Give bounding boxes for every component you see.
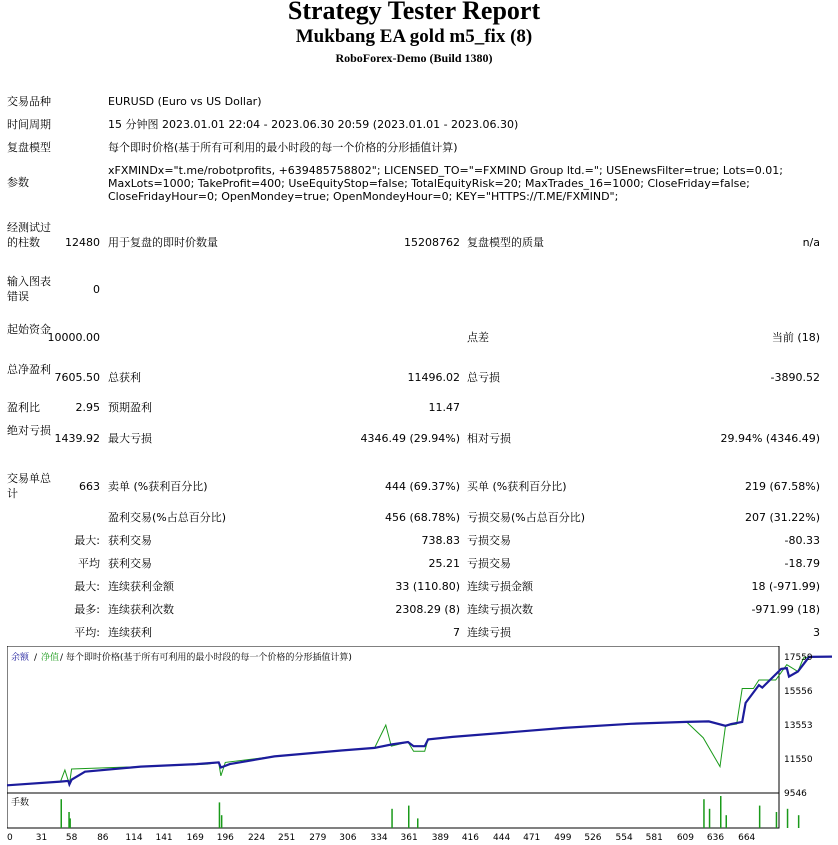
volume-bar — [408, 806, 410, 828]
volume-bar — [720, 796, 722, 828]
gross-profit-label: 总获利 — [108, 371, 141, 384]
gross-profit-value: 11496.02 — [407, 371, 460, 384]
bars-label: 经测试过的柱数 — [7, 221, 51, 249]
volume-bar — [703, 799, 705, 828]
period-value: 15 分钟图 2023.01.01 22:04 - 2023.06.30 20:59 (2023.01.01 - 2023.06.30) — [108, 118, 519, 131]
net-profit-label: 总净盈利 — [7, 363, 51, 376]
absolute-drawdown-value: 1439.92 — [54, 432, 100, 445]
balance-chart — [7, 646, 832, 843]
bars-value: 12480 — [65, 236, 100, 249]
model-label: 复盘模型 — [7, 141, 51, 154]
x-tick-label: 306 — [339, 833, 357, 843]
errors-value: 0 — [93, 283, 100, 296]
total-trades-label: 交易单总计 — [7, 472, 51, 500]
x-tick-label: 169 — [186, 833, 204, 843]
x-tick-label: 224 — [247, 833, 266, 843]
y-tick-label: 13553 — [784, 720, 813, 731]
symbol-value: EURUSD (Euro vs US Dollar) — [108, 95, 262, 108]
deposit-value: 10000.00 — [47, 331, 100, 344]
absolute-drawdown-label: 绝对亏损 — [7, 424, 51, 437]
period-label: 时间周期 — [7, 118, 51, 131]
loss-trades-value: 207 (31.22%) — [744, 511, 820, 524]
largest-label: 最大: — [74, 534, 100, 547]
average-profit-value: 25.21 — [428, 557, 460, 570]
x-tick-label: 334 — [370, 833, 388, 843]
params-label: 参数 — [7, 176, 29, 189]
main-plot-frame — [7, 646, 779, 793]
largest-loss-label: 亏损交易 — [467, 534, 511, 547]
max-consec-wins-money-value: 33 (110.80) — [395, 580, 460, 593]
avg-consec-loss-label: 连续亏损 — [467, 626, 511, 639]
volume-bar — [776, 812, 778, 828]
max-drawdown-value: 4346.49 (29.94%) — [360, 432, 460, 445]
x-tick-label: 471 — [523, 833, 541, 843]
total-trades-value: 663 — [79, 480, 100, 493]
legend-separator: / — [34, 653, 38, 663]
x-tick-label: 196 — [216, 833, 234, 843]
volume-bar — [709, 809, 711, 828]
x-tick-label: 664 — [738, 833, 756, 843]
volume-bar — [219, 802, 221, 828]
x-tick-label: 114 — [125, 833, 143, 843]
profit-trades-label: 盈利交易(%占总百分比) — [108, 511, 227, 524]
model-value: 每个即时价格(基于所有可利用的最小时段的每一个价格的分形插值计算) — [108, 141, 458, 154]
gross-loss-label: 总亏损 — [467, 371, 500, 384]
volume-label: 手数 — [11, 798, 30, 808]
average2-label: 平均: — [74, 626, 100, 639]
x-tick-label: 141 — [155, 833, 173, 843]
average-loss-value: -18.79 — [784, 557, 820, 570]
expected-payoff-value: 11.47 — [428, 401, 460, 414]
max-consec-wins-count-value: 2308.29 (8) — [395, 603, 460, 616]
y-tick-label: 9546 — [784, 789, 807, 799]
volume-bar — [726, 815, 728, 828]
max-consec-wins-count-label: 连续获利次数 — [108, 603, 174, 616]
quality-label: 复盘模型的质量 — [467, 236, 544, 249]
largest-profit-value: 738.83 — [421, 534, 460, 547]
ticks-value: 15208762 — [404, 236, 460, 249]
volume-plot-frame — [7, 793, 779, 828]
short-positions-value: 444 (69.37%) — [384, 480, 460, 493]
report-subtitle: Mukbang EA gold m5_fix (8) — [295, 26, 533, 47]
relative-drawdown-label: 相对亏损 — [467, 432, 511, 445]
x-tick-label: 279 — [309, 833, 327, 843]
most-label: 最多: — [74, 603, 100, 616]
long-positions-label: 买单 (%获利百分比) — [467, 480, 567, 493]
max-consec-wins-money-label: 连续获利金额 — [108, 580, 174, 593]
x-tick-label: 31 — [35, 833, 48, 843]
spread-label: 点差 — [467, 331, 489, 344]
profit-factor-value: 2.95 — [75, 401, 100, 414]
x-tick-label: 581 — [645, 833, 663, 843]
volume-bar — [798, 815, 800, 828]
report-title: Strategy Tester Report — [287, 0, 541, 25]
ticks-label: 用于复盘的即时价数量 — [108, 236, 218, 249]
y-tick-label: 11550 — [784, 754, 813, 765]
spread-value: 当前 (18) — [771, 331, 820, 344]
volume-bar — [69, 818, 71, 828]
x-tick-label: 416 — [461, 833, 480, 843]
x-tick-label: 0 — [7, 833, 13, 843]
long-positions-value: 219 (67.58%) — [744, 480, 820, 493]
profit-factor-label: 盈利比 — [7, 401, 40, 414]
average-label: 平均 — [78, 557, 100, 570]
expected-payoff-label: 预期盈利 — [108, 401, 152, 414]
volume-bar — [417, 818, 419, 828]
average-loss-label: 亏损交易 — [467, 557, 511, 570]
x-tick-label: 499 — [554, 833, 572, 843]
volume-bar — [221, 815, 223, 828]
volume-bar — [759, 806, 761, 828]
x-tick-label: 361 — [400, 833, 418, 843]
maximum-label: 最大: — [74, 580, 100, 593]
avg-consec-loss-value: 3 — [813, 626, 820, 639]
legend-equity: 净值 — [41, 653, 60, 663]
short-positions-label: 卖单 (%获利百分比) — [108, 480, 208, 493]
quality-value: n/a — [802, 236, 820, 249]
x-tick-label: 526 — [584, 833, 602, 843]
max-consec-loss-count-value: -971.99 (18) — [751, 603, 820, 616]
x-tick-label: 389 — [431, 833, 449, 843]
max-consec-loss-money-value: 18 (-971.99) — [751, 580, 820, 593]
errors-label: 输入图表错误 — [7, 275, 51, 303]
y-tick-label: 17559 — [784, 652, 813, 663]
params-value: xFXMINDx="t.me/robotprofits, +639485758802"; LICENSED_TO="=FXMIND Group ltd.="; USEnewsFilter=true; Lots=0.01; MaxLots=1000; TakeProfit=400; UseEquityStop=false; TotalEquityRisk=20; MaxTrades_16=1000; CloseFriday=false; CloseFridayHour=0; OpenMondey=true; OpenMondeyHour=0; KEY="HTTPS://T.ME/FXMIND"; — [108, 164, 783, 203]
loss-trades-label: 亏损交易(%占总百分比) — [467, 511, 586, 524]
x-tick-label: 58 — [65, 833, 78, 843]
max-consec-loss-money-label: 连续亏损金额 — [467, 580, 533, 593]
symbol-label: 交易品种 — [7, 95, 51, 108]
y-tick-label: 15556 — [784, 686, 813, 697]
volume-bar — [61, 799, 63, 828]
legend-balance: 余额 — [11, 653, 30, 663]
avg-consec-wins-label: 连续获利 — [108, 626, 152, 639]
volume-bar — [391, 809, 393, 828]
largest-profit-label: 获利交易 — [108, 534, 152, 547]
relative-drawdown-value: 29.94% (4346.49) — [720, 432, 820, 445]
max-consec-loss-count-label: 连续亏损次数 — [467, 603, 533, 616]
profit-trades-value: 456 (68.78%) — [384, 511, 460, 524]
x-tick-label: 554 — [615, 833, 633, 843]
net-profit-value: 7605.50 — [54, 371, 100, 384]
deposit-label: 起始资金 — [7, 323, 51, 336]
x-tick-label: 86 — [97, 833, 109, 843]
x-tick-label: 251 — [278, 833, 296, 843]
volume-bar — [787, 809, 789, 828]
avg-consec-wins-value: 7 — [453, 626, 460, 639]
gross-loss-value: -3890.52 — [770, 371, 820, 384]
x-tick-label: 444 — [493, 833, 511, 843]
x-tick-label: 636 — [706, 833, 725, 843]
largest-loss-value: -80.33 — [784, 534, 820, 547]
legend-description: / 每个即时价格(基于所有可利用的最小时段的每一个价格的分形插值计算) — [60, 653, 352, 663]
x-tick-label: 609 — [676, 833, 695, 843]
max-drawdown-label: 最大亏损 — [108, 432, 152, 445]
average-profit-label: 获利交易 — [108, 557, 152, 570]
server-info: RoboForex-Demo (Build 1380) — [335, 51, 493, 65]
